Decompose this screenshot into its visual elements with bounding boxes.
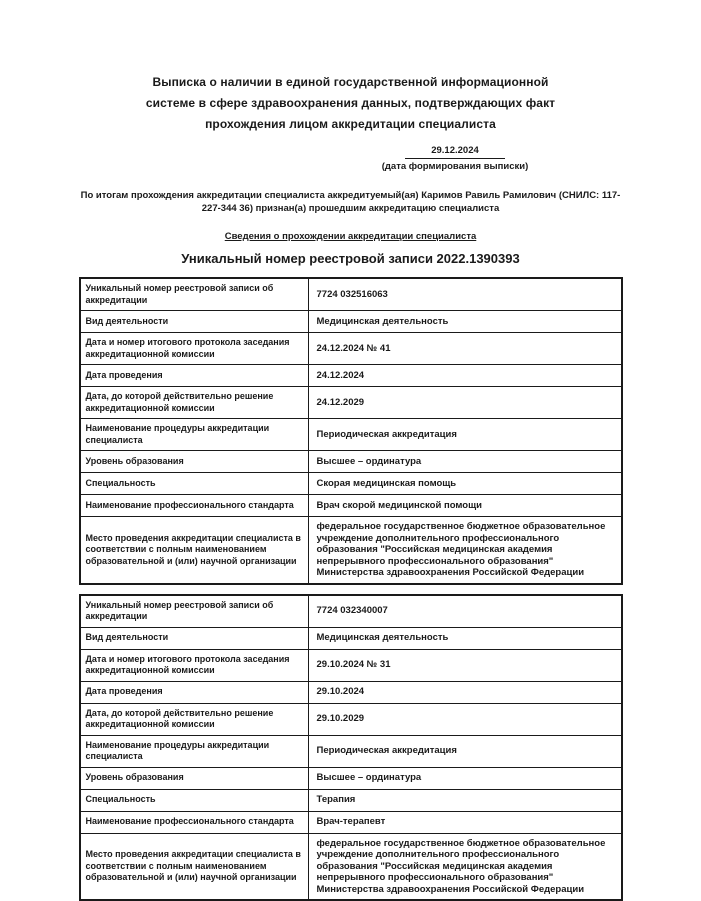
field-label-cell: Дата проведения: [80, 365, 309, 387]
table-row: [80, 365, 622, 387]
table-row: [80, 495, 622, 517]
document-title: [0, 0, 701, 135]
field-value-cell: Периодическая аккредитация: [308, 735, 622, 767]
field-label-cell: Дата и номер итогового протокола заседания аккредитационной комиссии: [80, 333, 309, 365]
field-label-cell: Вид деятельности: [80, 311, 309, 333]
accreditation-table-1: [79, 277, 623, 585]
field-label-cell: Уровень образования: [80, 451, 309, 473]
extract-date-value: 29.12.2024: [405, 144, 505, 159]
field-value-cell: Высшее – ординатура: [308, 767, 622, 789]
field-value-cell: Врач-терапевт: [308, 811, 622, 833]
field-value-cell: 24.12.2029: [308, 387, 622, 419]
document-title-line-1: Выписка о наличии в единой государственной информационной: [0, 72, 701, 93]
field-label-cell: Уровень образования: [80, 767, 309, 789]
field-label-cell: Дата, до которой действительно решение аккредитационной комиссии: [80, 387, 309, 419]
field-label-cell: Наименование профессионального стандарта: [80, 811, 309, 833]
table-row: [80, 811, 622, 833]
accreditation-summary-paragraph: По итогам прохождения аккредитации специалиста аккредитуемый(ая) Каримов Равиль Рамилович (СНИЛС: 117-227-344 36) признан(а) прошедшим аккредитацию специалиста: [73, 189, 629, 215]
table-row: [80, 703, 622, 735]
field-label-cell: Дата, до которой действительно решение аккредитационной комиссии: [80, 703, 309, 735]
extract-date-block: [360, 144, 550, 173]
field-value-cell: Периодическая аккредитация: [308, 419, 622, 451]
table-row: [80, 419, 622, 451]
field-label-cell: Специальность: [80, 789, 309, 811]
field-label-cell: Вид деятельности: [80, 627, 309, 649]
field-value-cell: 29.10.2024: [308, 681, 622, 703]
field-label-cell: Место проведения аккредитации специалиста в соответствии с полным наименованием образовательной и (или) научной организации: [80, 833, 309, 900]
accreditation-table-2: [79, 594, 623, 901]
field-label-cell: Уникальный номер реестровой записи об аккредитации: [80, 278, 309, 311]
table-row: [80, 735, 622, 767]
field-label-cell: Дата проведения: [80, 681, 309, 703]
table-row: [80, 767, 622, 789]
field-value-cell: федеральное государственное бюджетное образовательное учреждение дополнительного профессионального образования "Российская медицинская академия непрерывного профессионального образования" Министерства здравоохранения Российской Федерации: [308, 517, 622, 584]
table-row: [80, 649, 622, 681]
field-value-cell: 24.12.2024: [308, 365, 622, 387]
field-value-cell: 7724 032516063: [308, 278, 622, 311]
table-row: [80, 387, 622, 419]
field-label-cell: Дата и номер итогового протокола заседания аккредитационной комиссии: [80, 649, 309, 681]
table-row: [80, 833, 622, 900]
field-value-cell: Врач скорой медицинской помощи: [308, 495, 622, 517]
field-value-cell: 24.12.2024 № 41: [308, 333, 622, 365]
section-subtitle: Сведения о прохождении аккредитации специалиста: [0, 231, 701, 243]
field-label-cell: Наименование процедуры аккредитации специалиста: [80, 735, 309, 767]
document-title-line-3: прохождения лицом аккредитации специалиста: [0, 114, 701, 135]
document-title-line-2: системе в сфере здравоохранения данных, подтверждающих факт: [0, 93, 701, 114]
table-row: [80, 333, 622, 365]
table-row: [80, 789, 622, 811]
table-row: [80, 311, 622, 333]
field-value-cell: 7724 032340007: [308, 595, 622, 628]
table-row: [80, 517, 622, 584]
field-value-cell: Терапия: [308, 789, 622, 811]
field-value-cell: 29.10.2029: [308, 703, 622, 735]
table-row: [80, 278, 622, 311]
field-label-cell: Специальность: [80, 473, 309, 495]
field-label-cell: Место проведения аккредитации специалиста в соответствии с полным наименованием образовательной и (или) научной организации: [80, 517, 309, 584]
field-label-cell: Уникальный номер реестровой записи об аккредитации: [80, 595, 309, 628]
field-label-cell: Наименование процедуры аккредитации специалиста: [80, 419, 309, 451]
extract-date-caption: (дата формирования выписки): [360, 160, 550, 173]
table-row: [80, 595, 622, 628]
table-row: [80, 451, 622, 473]
field-label-cell: Наименование профессионального стандарта: [80, 495, 309, 517]
field-value-cell: Медицинская деятельность: [308, 627, 622, 649]
table-row: [80, 473, 622, 495]
field-value-cell: Скорая медицинская помощь: [308, 473, 622, 495]
field-value-cell: 29.10.2024 № 31: [308, 649, 622, 681]
table-row: [80, 681, 622, 703]
table-row: [80, 627, 622, 649]
field-value-cell: Высшее – ординатура: [308, 451, 622, 473]
registry-record-header: Уникальный номер реестровой записи 2022.1390393: [0, 252, 701, 266]
field-value-cell: Медицинская деятельность: [308, 311, 622, 333]
field-value-cell: федеральное государственное бюджетное образовательное учреждение дополнительного профессионального образования "Российская медицинская академия непрерывного профессионального образования" Министерства здравоохранения Российской Федерации: [308, 833, 622, 900]
